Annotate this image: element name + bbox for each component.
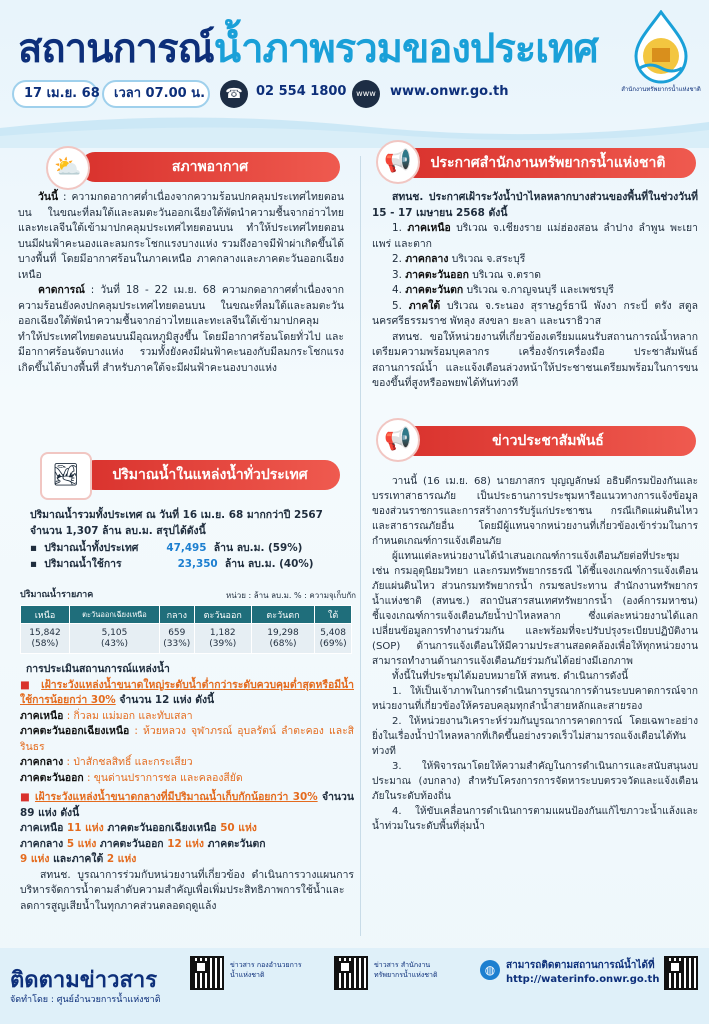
logo-caption: สำนักงานทรัพยากรน้ำแห่งชาติ	[621, 86, 701, 93]
cell-south: 5,408 (69%)	[315, 624, 352, 654]
page-title	[18, 24, 618, 74]
th-north: เหนือ	[21, 606, 70, 624]
medium-line-2: ภาคกลาง 5 แห่ง ภาคตะวันออก 12 แห่ง ภาคตะวันตก	[20, 837, 266, 850]
assessment-title: การประเมินสถานการณ์แหล่งน้ำ	[26, 663, 170, 675]
announcement-closing: สทนช. ขอให้หน่วยงานที่เกี่ยวข้องเตรียมแผนรับสถานการณ์น้ำหลาก เตรียมความพร้อมบุคลากร เครื่องจักรเครื่องมือ ประชาสัมพันธ์สถานการณ์น้ำ และแจ้งเตือนล่วงหน้าให้ประชาชนเตรียมพร้อมในการขนของขึ้นที่สูงหรืออพยพได้ทันท่วงที	[372, 330, 698, 389]
phone-number[interactable]: 02 554 1800	[256, 84, 347, 99]
announcement-item-4: 4. ภาคตะวันตก บริเวณ จ.กาญจนบุรี และเพชรบุรี	[392, 284, 614, 296]
phone-icon: ☎	[220, 80, 248, 108]
weather-heading: สภาพอากาศ	[80, 152, 340, 182]
water-summary-line-1: ปริมาณน้ำรวมทั้งประเทศ ณ วันที่ 16 เม.ย. 68 มากกว่าปี 2567	[30, 509, 323, 521]
large-row-east: ภาคตะวันออก : ขุนด่านปราการชล และคลองสียัด	[20, 771, 243, 784]
sun-cloud-icon: ⛅	[46, 146, 90, 190]
cell-west: 19,298 (68%)	[251, 624, 314, 654]
cell-central: 659 (33%)	[159, 624, 194, 654]
footer-subtitle: จัดทำโดย : ศูนย์อำนวยการน้ำแห่งชาติ	[10, 995, 161, 1005]
news-para-3: ทั้งนี้ในที่ประชุมได้มอบหมายให้ สทนช. ดำเนินการดังนี้	[392, 671, 629, 682]
water-summary	[30, 508, 354, 572]
usable-volume-value: 23,350	[177, 557, 218, 570]
water-summary-line-2: จำนวน 1,307 ล้าน ลบ.ม. สรุปได้ดังนี้	[30, 524, 206, 537]
cell-northeast: 5,105 (43%)	[70, 624, 160, 654]
news-para-1: วานนี้ (16 เม.ย. 68) นายภาสกร บุญญลักษม์ อธิบดีกรมป้องกันและบรรเทาสาธารณภัย เป็นประธานการประชุมหารือแนวทางการแจ้งข้อมูลของส่วนราชการและการสร้างการรับรู้แก่ประชาชน กรณีเกิดแผ่นดินไหวและสาธารณภัยอื่น โดยมีผู้แทนจากหน่วยงานที่เกี่ยวข้องเข้าร่วมในการกำหนดเกณฑ์การแจ้งเตือนภัย	[372, 476, 698, 547]
announcement-item-2: 2. ภาคกลาง บริเวณ จ.สระบุรี	[392, 253, 526, 265]
announcement-item-1: 1. ภาคเหนือ บริเวณ จ.เชียงราย แม่ฮ่องสอน ลำปาง ลำพูน พะเยา แพร่ และตาก	[372, 222, 698, 250]
title-part-1: สถานการณ์	[18, 26, 214, 72]
news-item-2: 2. ให้หน่วยงานวิเคราะห์ร่วมกันบูรณาการคาดการณ์ โดยเฉพาะอย่างยิ่งในเรื่องน้ำป่าไหลหลากที่เกิดขึ้นอย่างรวดเร็วไม่สามารถแจ้งเตือนได้ทันท่วงที	[372, 716, 698, 757]
th-south: ใต้	[315, 606, 352, 624]
assessment-closing: สทนช. บูรณาการร่วมกับหน่วยงานที่เกี่ยวข้อง ดำเนินการวางแผนการบริหารจัดการน้ำตามลำดับความสำคัญเพื่อเพิ่มประสิทธิภาพการใช้น้ำและลดการสูญเสียน้ำในทุกภาคส่วนตลอดฤดูแล้ง	[20, 868, 354, 912]
cell-north: 15,842 (58%)	[21, 624, 70, 654]
announcement-body	[372, 190, 698, 392]
th-east: ตะวันออก	[194, 606, 251, 624]
forecast-text: : วันที่ 18 - 22 เม.ย. 68 ความกดอากาศต่ำเนื่องจากความร้อนยังคงปกคลุมประเทศไทยตอนบน ในขณะที่ลมใต้และลมตะวันออกเฉียงใต้พัดนำความชื้นจากอ่าวไทยและทะเลจีนใต้เข้ามาปกคลุม ทำให้ประเทศไทยตอนบนมีอุณหภูมิสูงขึ้น โดยมีอากาศร้อนโดยทั่วไป และมีอากาศร้อนจัดบางแห่ง รวมทั้งยังคงมีฝนฟ้าคะนองกับมีลมกระโชกแรงเกิดขึ้นได้บางพื้นที่ สำหรับภาคใต้จะมีฝนฟ้าคะนองบางแห่ง	[18, 284, 344, 374]
footer-follow-text: สามารถติดตามสถานการณ์น้ำได้ที่	[506, 960, 655, 971]
column-divider	[360, 156, 361, 936]
region-title: ปริมาณน้ำรายภาค	[20, 590, 94, 600]
forecast-label: คาดการณ์	[38, 284, 85, 296]
megaphone-icon: 📢	[376, 418, 420, 462]
large-row-northeast: ภาคตะวันออกเฉียงเหนือ : ห้วยหลวง จุฬาภรณ์ อุบลรัตน์ ลำตะคอง และสิรินธร	[20, 725, 354, 753]
announcement-item-3: 3. ภาคตะวันออก บริเวณ จ.ตราด	[392, 268, 542, 281]
qr-caption-2: ข่าวสาร สำนักงานทรัพยากรน้ำแห่งชาติ	[374, 961, 438, 979]
table-row	[21, 624, 352, 654]
cell-east: 1,182 (39%)	[194, 624, 251, 654]
announcement-intro: สทนช. ประกาศเฝ้าระวังน้ำป่าไหลหลากบางส่วนของพื้นที่ในช่วงวันที่ 15 - 17 เมษายน 2568 ดังนี้	[372, 191, 698, 219]
total-volume-value: 47,495	[166, 542, 207, 554]
news-item-4: 4. ให้ขับเคลื่อนการดำเนินการตามแผนป้องกันแก้ไขภาวะน้ำแล้งและน้ำท่วมในระดับพื้นที่ลุ่มน้ำ	[372, 806, 698, 832]
footer-title: ติดตามข่าวสาร	[10, 968, 158, 993]
medium-line-1: ภาคเหนือ 11 แห่ง ภาคตะวันออกเฉียงเหนือ 50 แห่ง	[20, 822, 257, 834]
region-volume-table	[20, 605, 352, 654]
news-body	[372, 474, 698, 834]
unit-note: หน่วย : ล้าน ลบ.ม. % : ความจุเก็บกัก	[225, 591, 356, 600]
today-text: : ความกดอากาศต่ำเนื่องจากความร้อนปกคลุมประเทศไทยตอนบน ในขณะที่ลมใต้และลมตะวันออกเฉียงใต้พัดนำความชื้นจากอ่าวไทยและทะเลจีนใต้เข้ามาปกคลุมประเทศไทยตอนบน ทำให้ประเทศไทยตอนบนมีฝนฟ้าคะนองและลมกระโชกแรงบางแห่ง รวมถึงอาจมีฟ้าผ่าเกิดขึ้นได้บางพื้นที่ โดยมีอากาศร้อนในภาคเหนือ ภาคกลางและภาคตะวันออกเฉียงเหนือ	[18, 191, 344, 281]
globe-icon: ◍	[480, 960, 500, 980]
megaphone-icon: 📢	[376, 140, 420, 184]
large-row-central: ภาคกลาง : ป่าสักชลสิทธิ์ และกระเสียว	[20, 756, 193, 768]
announcement-item-5: 5. ภาคใต้ บริเวณ จ.ระนอง สุราษฎร์ธานี พังงา กระบี่ ตรัง สตูล นครศรีธรรมราช พัทลุง สงขลา ยะลา และนราธิวาส	[372, 299, 698, 327]
www-icon: www	[352, 80, 380, 108]
announcement-heading: ประกาศสำนักงานทรัพยากรน้ำแห่งชาติ	[400, 148, 696, 178]
qr-caption-1: ข่าวสาร กองอำนวยการน้ำแห่งชาติ	[230, 961, 302, 979]
news-heading: ข่าวประชาสัมพันธ์	[400, 426, 696, 456]
date-pill: 17 เม.ย. 68	[12, 80, 98, 108]
medium-reservoir-heading: ■ เฝ้าระวังแหล่งน้ำขนาดกลางที่มีปริมาณน้ำเก็บกักน้อยกว่า 30% จำนวน 89 แห่ง ดังนี้	[20, 791, 354, 819]
today-label: วันนี้	[38, 191, 59, 203]
table-header-row	[21, 606, 352, 624]
news-para-2: ผู้แทนแต่ละหน่วยงานได้นำเสนอเกณฑ์การแจ้งเตือนภัยต่อที่ประชุม เช่น กรมอุตุนิยมวิทยา และกรมทรัพยากรธรณี ได้ชี้แจงเกณฑ์การแจ้งเตือนภัยแผ่นดินไหว ส่วนกรมทรัพยากรน้ำ กรมชลประทาน สำนักงานทรัพยากรน้ำแห่งชาติ (สทนช.) สถาบันสารสนเทศทรัพยากรน้ำ (องค์การมหาชน) ชี้แจงเกณฑ์การแจ้งเตือนภัยน้ำป่าไหลหลาก ซึ่งแต่ละหน่วยงานได้แลกเปลี่ยนข้อมูลการทำงานร่วมกัน และพร้อมที่จะปรับปรุงระเบียบปฏิบัติงาน (SOP) ด้านการแจ้งเตือนให้มีความประสานสอดคล้องเพื่อให้ทุกหน่วยงานสามารถทำงานด้านการแจ้งเตือนภัยร่วมกันได้อย่างมีเอกภาพ	[372, 551, 698, 667]
qr-code-icon[interactable]	[190, 956, 224, 990]
water-item-usable: ▪ ปริมาณน้ำใช้การ 23,350 ล้าน ลบ.ม. (40%)	[30, 557, 314, 570]
water-heading: ปริมาณน้ำในแหล่งน้ำทั่วประเทศ	[80, 460, 340, 490]
medium-line-3: 9 แห่ง และภาคใต้ 2 แห่ง	[20, 853, 137, 865]
time-pill: เวลา 07.00 น.	[102, 80, 210, 108]
assessment-block	[20, 662, 354, 914]
header-wave	[0, 108, 709, 148]
news-item-3: 3. ให้พิจารณาโดยให้ความสำคัญในการดำเนินการและสนับสนุนงบประมาณ (งบกลาง) สำหรับโครงการการจัดหาระบบตรวจวัดและแจ้งเตือนภัยในระดับท้องถิ่น	[372, 761, 698, 802]
news-item-1: 1. ให้เป็นเจ้าภาพในการดำเนินการบูรณาการด้านระบบคาดการณ์จากหน่วยงานที่เกี่ยวข้องให้ครอบคลุมทุกลำน้ำสายหลักและสายรอง	[372, 686, 698, 712]
footer-waterinfo-link[interactable]: http://waterinfo.onwr.go.th	[506, 974, 660, 985]
large-reservoir-heading: ■ เฝ้าระวังแหล่งน้ำขนาดใหญ่ระดับน้ำต่ำกว่าระดับควบคุมต่ำสุดหรือมีน้ำใช้การน้อยกว่า 30% จำนวน 12 แห่ง ดังนี้	[20, 678, 354, 706]
dam-icon: 🏞	[40, 452, 92, 500]
th-northeast: ตะวันออกเฉียงเหนือ	[70, 606, 160, 624]
th-central: กลาง	[159, 606, 194, 624]
info-bar	[12, 80, 509, 108]
weather-body	[18, 190, 344, 376]
title-part-2: น้ำภาพรวมของประเทศ	[213, 26, 598, 72]
footer	[0, 948, 709, 1024]
qr-code-icon[interactable]	[334, 956, 368, 990]
onwr-logo-icon	[628, 10, 694, 84]
website-link[interactable]: www.onwr.go.th	[390, 84, 509, 99]
water-item-total: ▪ ปริมาณน้ำทั้งประเทศ 47,495 ล้าน ลบ.ม. (59%)	[30, 542, 303, 554]
qr-code-icon[interactable]	[664, 956, 698, 990]
large-row-north: ภาคเหนือ : กิ่วลม แม่มอก และทับเสลา	[20, 709, 193, 722]
th-west: ตะวันตก	[251, 606, 314, 624]
